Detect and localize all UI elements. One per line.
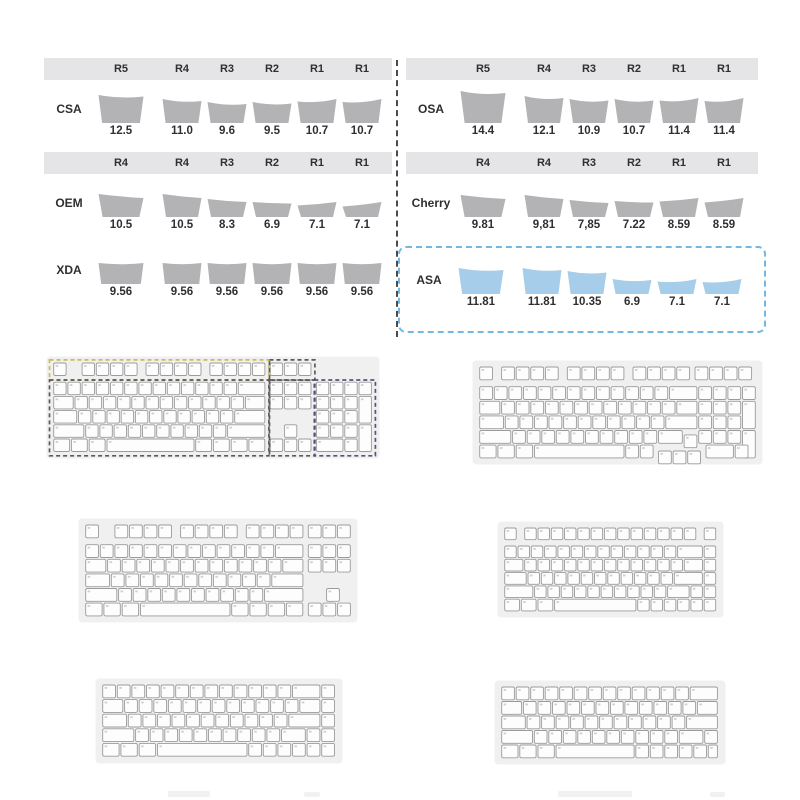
keycap-height-value: 9,81	[532, 219, 556, 231]
keyboard-65-percent	[95, 678, 343, 770]
profile-group-body	[44, 58, 392, 137]
keycap-shape-csa	[162, 98, 202, 123]
height-values-row	[406, 219, 758, 231]
keycap-height-value: 10.7	[622, 125, 646, 137]
row-label: R1	[354, 63, 370, 75]
keycap-cell	[566, 270, 608, 294]
keyboard-tkl	[78, 518, 358, 629]
keycap-height-value: 12.5	[109, 125, 133, 137]
keycap-height-value: 8.59	[667, 219, 691, 231]
row-label: R1	[309, 157, 325, 169]
keycap-height-value: 14.4	[471, 125, 495, 137]
keycap-shape-csa	[252, 101, 292, 123]
keycap-shape-xda	[252, 262, 292, 284]
height-values-row	[44, 125, 392, 137]
keycap-height-value: 11.81	[527, 296, 557, 308]
row-label: R1	[716, 63, 732, 75]
val-gap	[510, 125, 520, 137]
keycap-height-value: 9.56	[170, 286, 194, 298]
keycap-cell	[206, 262, 248, 284]
vals-spacer	[44, 219, 94, 231]
vals-spacer	[406, 125, 456, 137]
keycap-cell	[568, 199, 610, 217]
keycap-height-value: 9.56	[215, 286, 239, 298]
keycap-shape-cherry	[524, 194, 564, 217]
keycap-shape-asa	[458, 267, 504, 294]
keycap-shape-oem	[342, 201, 382, 217]
keycap-height-value: 9.56	[305, 286, 329, 298]
keycap-cell	[521, 267, 563, 294]
row-label: R2	[626, 63, 642, 75]
keycap-height-value: 10.35	[572, 296, 602, 308]
keycap-shape-asa	[702, 278, 742, 294]
row-label: R3	[219, 157, 235, 169]
val-gap	[148, 219, 158, 231]
row-header-bar	[406, 152, 758, 174]
keycap-shape-osa	[614, 98, 654, 123]
row-label: R5	[475, 63, 491, 75]
row-label: R4	[536, 157, 552, 169]
keycap-cell	[459, 90, 507, 123]
vals-spacer	[404, 296, 454, 308]
keycap-cell	[611, 278, 653, 294]
profile-column-left	[44, 58, 392, 337]
keycap-height-value: 7.1	[669, 296, 685, 308]
height-values-row	[44, 286, 392, 298]
keycap-row	[44, 246, 392, 284]
profile-name-label: OSA	[417, 102, 444, 116]
keycap-shape-cherry	[569, 199, 609, 217]
keycap-shape-xda	[162, 262, 202, 284]
keyboard-fullsize-annotated	[46, 356, 380, 465]
val-gap	[510, 219, 520, 231]
keycap-shape-asa	[657, 278, 697, 294]
profile-group-osa	[406, 58, 758, 137]
row-label: R4	[475, 157, 491, 169]
profile-group-body	[406, 58, 758, 137]
val-gap	[508, 296, 518, 308]
keycap-shape-oem	[252, 201, 292, 217]
height-values-row	[406, 125, 758, 137]
keycap-row	[406, 179, 758, 217]
keycap-cell	[341, 201, 383, 217]
keycap-height-value: 10.7	[305, 125, 329, 137]
keycap-cell	[523, 95, 565, 123]
row-label: R2	[626, 157, 642, 169]
keyboard-65-percent	[95, 678, 343, 765]
keycap-shape-cherry	[659, 197, 699, 217]
keycap-shape-csa	[98, 94, 144, 123]
keycap-height-value: 9.56	[109, 286, 133, 298]
keycap-height-value: 10.5	[109, 219, 133, 231]
keycap-height-value: 10.5	[170, 219, 194, 231]
vals-spacer	[44, 286, 94, 298]
keycap-height-value: 6.9	[264, 219, 280, 231]
keycap-cell	[658, 97, 700, 123]
row-label: R3	[581, 157, 597, 169]
row-header-bar	[44, 58, 392, 80]
keycap-height-value: 9.56	[260, 286, 284, 298]
keycap-cell	[97, 94, 145, 123]
keycap-shape-oem	[207, 198, 247, 217]
row-label: R4	[174, 157, 190, 169]
row-label: R3	[581, 63, 597, 75]
keycap-cell	[701, 278, 743, 294]
keycap-shape-cherry	[460, 194, 506, 217]
keycap-cell	[206, 198, 248, 217]
keycap-shape-osa	[659, 97, 699, 123]
keycap-height-value: 8.59	[712, 219, 736, 231]
keycap-cell	[161, 262, 203, 284]
keycap-cell	[613, 200, 655, 217]
profile-name-label: XDA	[56, 263, 82, 277]
keycap-row	[404, 256, 762, 294]
profile-name-label: OEM	[55, 196, 83, 210]
keycap-height-value: 9.6	[219, 125, 235, 137]
keycap-cell	[568, 98, 610, 123]
keycap-cell	[613, 98, 655, 123]
keycap-shape-osa	[460, 90, 506, 123]
row-label: R1	[716, 157, 732, 169]
row-label: R1	[671, 157, 687, 169]
keycap-height-value: 7.1	[714, 296, 730, 308]
keycap-cell	[703, 97, 745, 123]
keycap-cell	[459, 194, 507, 217]
row-header-bar	[406, 58, 758, 80]
keycap-height-value: 11.4	[713, 125, 735, 137]
keyboard-60-percent	[494, 680, 726, 766]
height-values-row	[44, 219, 392, 231]
profile-name-label: CSA	[56, 102, 82, 116]
keyboard-96-percent	[472, 360, 763, 473]
profile-group-cherry	[406, 152, 758, 231]
keycap-shape-osa	[704, 97, 744, 123]
keycap-height-value: 12.1	[532, 125, 556, 137]
profile-name-label: Cherry	[411, 196, 451, 210]
keycap-shape-csa	[297, 98, 337, 123]
keycap-height-value: 7.22	[622, 219, 646, 231]
row-label: R4	[113, 157, 129, 169]
keycap-height-value: 11.4	[668, 125, 690, 137]
vals-spacer	[406, 219, 456, 231]
keycap-cell	[656, 278, 698, 294]
keycap-height-value: 7.1	[354, 219, 370, 231]
keycap-cell	[251, 262, 293, 284]
keyboard-75-percent	[497, 521, 724, 619]
keycap-cell	[703, 197, 745, 217]
keycap-shape-osa	[569, 98, 609, 123]
keycap-cell	[296, 98, 338, 123]
profile-group-csa	[44, 58, 392, 137]
keycap-height-value: 10.9	[577, 125, 601, 137]
row-label: R4	[536, 63, 552, 75]
keycap-height-value: 11.81	[466, 296, 496, 308]
keycap-cell	[161, 193, 203, 217]
height-values-row	[404, 296, 762, 308]
row-label: R1	[671, 63, 687, 75]
row-header-bar	[44, 152, 392, 174]
keycap-shape-oem	[162, 193, 202, 217]
keycap-shape-oem	[297, 201, 337, 217]
val-gap	[148, 286, 158, 298]
keycap-row	[44, 85, 392, 123]
keycap-shape-oem	[98, 193, 144, 217]
row-label: R1	[309, 63, 325, 75]
keycap-cell	[658, 197, 700, 217]
keycap-profile-comparison-panel	[44, 58, 758, 337]
profile-column-right	[406, 58, 758, 337]
keycap-shape-cherry	[614, 200, 654, 217]
keycap-shape-xda	[342, 262, 382, 284]
keyboard-tkl	[78, 518, 358, 624]
keycap-cell	[296, 201, 338, 217]
keycap-cell	[296, 262, 338, 284]
row-label: R1	[354, 157, 370, 169]
profile-group-asa	[406, 246, 758, 333]
keycap-height-value: 6.9	[624, 296, 640, 308]
keycap-cell	[457, 267, 505, 294]
keycap-shape-cherry	[704, 197, 744, 217]
keycap-cell	[206, 101, 248, 123]
keycap-cell	[341, 98, 383, 123]
row-label: R3	[219, 63, 235, 75]
vals-spacer	[44, 125, 94, 137]
keycap-height-value: 8.3	[219, 219, 235, 231]
row-label: R2	[264, 157, 280, 169]
keycap-shape-xda	[98, 262, 144, 284]
keyboard-96-percent	[472, 360, 763, 478]
keycap-cell	[97, 262, 145, 284]
keycap-cell	[251, 101, 293, 123]
row-label: R2	[264, 63, 280, 75]
keycap-height-value: 7.1	[309, 219, 325, 231]
keycap-shape-asa	[612, 278, 652, 294]
keycap-height-value: 11.0	[171, 125, 193, 137]
keycap-shape-asa	[567, 270, 607, 294]
keycap-shape-osa	[524, 95, 564, 123]
keycap-shape-asa	[522, 267, 562, 294]
keycap-row	[406, 85, 758, 123]
keycap-row	[44, 179, 392, 217]
keycap-cell	[251, 201, 293, 217]
val-gap	[148, 125, 158, 137]
profile-group-body	[404, 256, 762, 308]
keycap-cell	[161, 98, 203, 123]
profile-group-body	[44, 246, 392, 298]
profile-group-oem	[44, 152, 392, 231]
row-label: R4	[174, 63, 190, 75]
keycap-cell	[97, 193, 145, 217]
keycap-height-value: 9.81	[471, 219, 495, 231]
profile-group-body	[406, 152, 758, 231]
keyboard-fullsize-annotated	[46, 356, 380, 460]
keycap-height-value: 9.56	[350, 286, 374, 298]
keycap-height-value: 10.7	[350, 125, 374, 137]
profile-name-label: ASA	[416, 273, 442, 287]
keycap-cell	[341, 262, 383, 284]
keycap-shape-csa	[342, 98, 382, 123]
profile-group-xda	[44, 246, 392, 298]
keycap-height-value: 9.5	[264, 125, 280, 137]
row-label: R5	[113, 63, 129, 75]
profile-group-body	[44, 152, 392, 231]
keyboard-75-percent	[497, 521, 724, 624]
keycap-cell	[523, 194, 565, 217]
keycap-shape-xda	[297, 262, 337, 284]
keycap-height-value: 7,85	[577, 219, 601, 231]
keycap-shape-csa	[207, 101, 247, 123]
keyboard-60-percent	[494, 680, 726, 771]
keycap-shape-xda	[207, 262, 247, 284]
highlight-dashed-box	[398, 246, 766, 333]
